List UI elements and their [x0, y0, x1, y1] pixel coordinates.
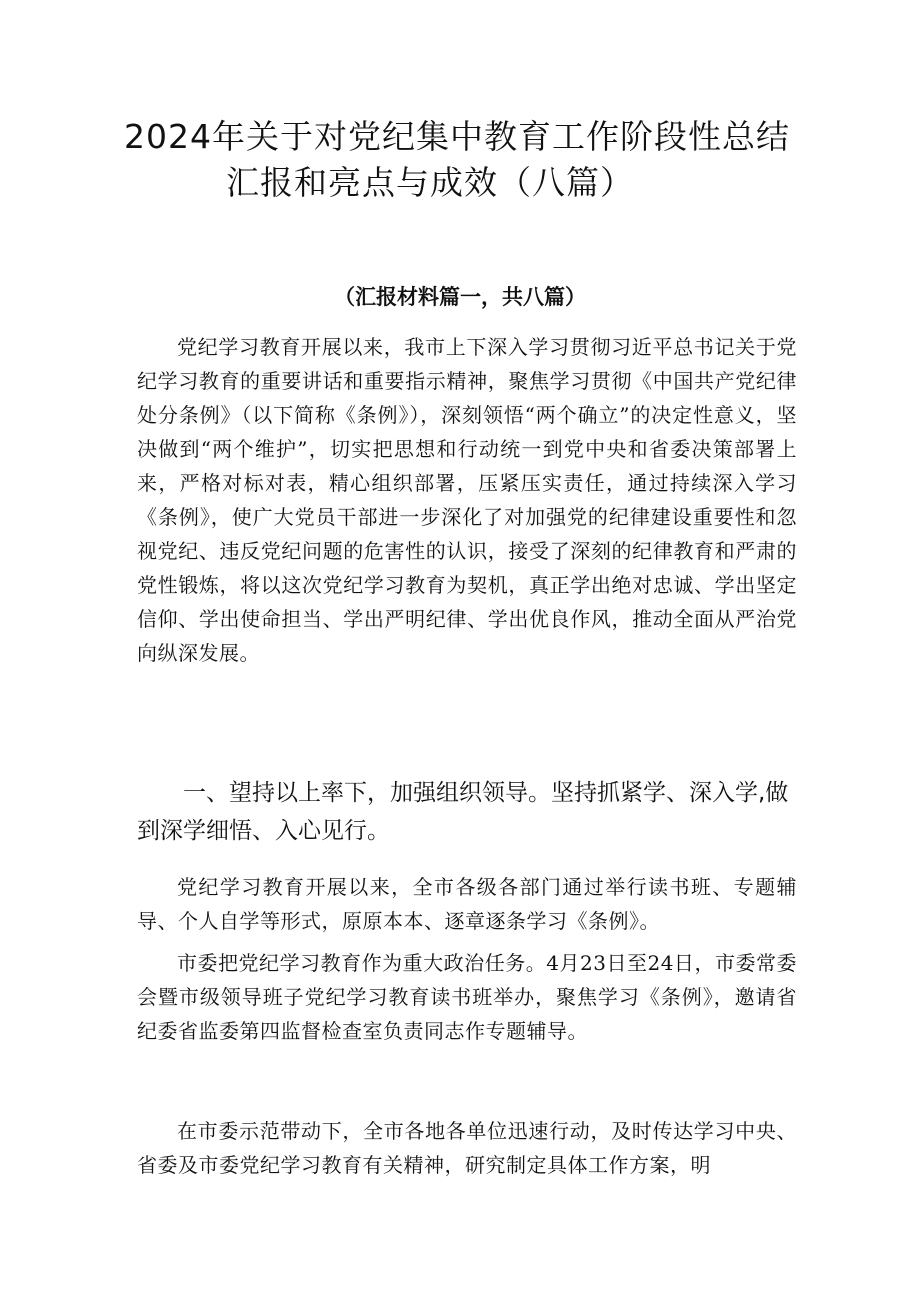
paragraph-reading-class: 市委把党纪学习教育作为重大政治任务。4月23日至24日，市委常委会暨市级领导班子党纪学习教育读书班举办，聚焦学习《条例》，邀请省纪委省监委第四监督检查室负责同志作专题辅导。	[137, 951, 797, 1043]
paragraph-intro: 党纪学习教育开展以来，我市上下深入学习贯彻习近平总书记关于党纪学习教育的重要讲话和重要指示精神，聚焦学习贯彻《中国共产党纪律处分条例》（以下简称《条例》），深刻领悟“两个确立”的决定性意义，坚决做到“两个维护”，切实把思想和行动统一到党中央和省委决策部署上来，严格对标对表，精心组织部署，压紧压实责任，通过持续深入学习《条例》，使广大党员干部进一步深化了对加强党的纪律建设重要性和忽视党纪、违反党纪问题的危害性的认识，接受了深刻的纪律教育和严肃的党性锻炼，将以这次党纪学习教育为契机，真正学出绝对忠诚、学出坚定信仰、学出使命担当、学出严明纪律、学出优良作风，推动全面从严治党向纵深发展。	[137, 335, 797, 665]
document-title-line-1: 2024年关于对党纪集中教育工作阶段性总结	[124, 117, 790, 156]
paragraph-study-forms: 党纪学习教育开展以来，全市各级各部门通过举行读书班、专题辅导、个人自学等形式，原原本本、逐章逐条学习《条例》。	[137, 875, 797, 933]
section-heading-1: 一、望持以上率下，加强组织领导。坚持抓紧学、深入学,做到深学细悟、入心见行。	[137, 780, 789, 844]
paragraph-city-action: 在市委示范带动下，全市各地各单位迅速行动，及时传达学习中央、省委及市委党纪学习教育有关精神，研究制定具体工作方案，明	[137, 1119, 797, 1177]
document-title-line-2: 汇报和亮点与成效（八篇）	[226, 163, 634, 202]
document-subtitle: （汇报材料篇一，共八篇）	[334, 285, 586, 309]
